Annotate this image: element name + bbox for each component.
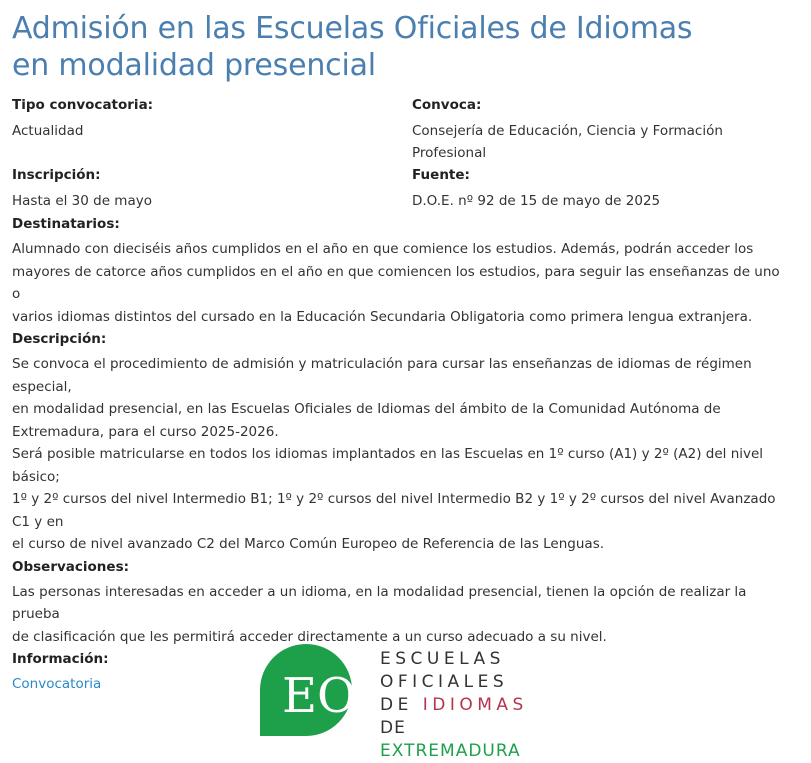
descripcion-line: Extremadura, para el curso 2025-2026. (12, 423, 279, 440)
descripcion-label: Descripción: (12, 331, 107, 347)
logo-line-4-extremadura: EXTREMADURA (380, 741, 521, 761)
logo-line-3-de: DE (380, 695, 413, 715)
descripcion-line: Será posible matricularse en todos los idiomas implantados en las Escuelas en 1º curso (A1) y 2º (A2) del nivel básico; (12, 446, 764, 485)
info-grid (12, 94, 799, 212)
observaciones-line: Las personas interesadas en acceder a un idioma, en la modalidad presencial, tienen la opción de realizar la prueba (12, 583, 747, 622)
page-title (12, 0, 799, 84)
convoca-value-line-2: Profesional (412, 145, 487, 161)
logo-line-3 (380, 694, 550, 717)
convocatoria-link[interactable]: Convocatoria (12, 676, 102, 692)
title-line-2: en modalidad presencial (12, 48, 376, 83)
logo-line-2: OFICIALES (380, 672, 509, 692)
descripcion-text (12, 353, 782, 556)
logo-letters: EOI (282, 668, 376, 724)
logo-line-4 (380, 717, 550, 763)
fuente-value: D.O.E. nº 92 de 15 de mayo de 2025 (412, 193, 661, 209)
informacion-label: Información: (12, 651, 109, 667)
destinatarios-line: mayores de catorce años cumplidos en el año en que comiencen los estudios, para seguir las enseñanzas de uno o (12, 263, 780, 302)
destinatarios-text (12, 238, 782, 328)
logo-line-3-idiomas: IDIOMAS (422, 695, 528, 715)
descripcion-line: en modalidad presencial, en las Escuelas Oficiales de Idiomas del ámbito de la Comunidad Autónoma de (12, 401, 721, 417)
inscripcion-label: Inscripción: (12, 167, 101, 183)
observaciones-line: de clasificación que les permitirá acceder directamente a un curso adecuado a su nivel. (12, 628, 607, 645)
convoca-label: Convoca: (412, 97, 482, 113)
descripcion-line: el curso de nivel avanzado C2 del Marco Común Europeo de Referencia de las Lenguas. (12, 536, 605, 552)
logo-wordmark (380, 648, 550, 763)
convoca-value-line-1: Consejería de Educación, Ciencia y Formación (412, 123, 723, 139)
fuente-label: Fuente: (412, 167, 470, 183)
title-line-1: Admisión en las Escuelas Oficiales de Idiomas (12, 11, 693, 46)
tipo-value: Actualidad (12, 123, 84, 139)
destinatarios-line: Alumnado con dieciséis años cumplidos en el año en que comience los estudios. Además, podrán acceder los (12, 241, 754, 257)
eoi-logo (260, 632, 550, 761)
descripcion-line: 1º y 2º cursos del nivel Intermedio B1; 1º y 2º cursos del nivel Intermedio B2 y 1º y 2º cursos del nivel Avanzado C1 y en (12, 491, 776, 530)
inscripcion-value: Hasta el 30 de mayo (12, 193, 152, 209)
logo-line-4-de: DE (380, 718, 406, 738)
observaciones-label: Observaciones: (12, 558, 130, 575)
logo-line-1: ESCUELAS (380, 649, 505, 669)
destinatarios-label: Destinatarios: (12, 216, 120, 232)
convoca-value (412, 120, 723, 164)
tipo-label: Tipo convocatoria: (12, 97, 154, 113)
descripcion-line: Se convoca el procedimiento de admisión y matriculación para cursar las enseñanzas de idiomas de régimen especial, (12, 356, 752, 395)
destinatarios-line: varios idiomas distintos del cursado en la Educación Secundaria Obligatoria como primera lengua extranjera. (12, 308, 753, 325)
